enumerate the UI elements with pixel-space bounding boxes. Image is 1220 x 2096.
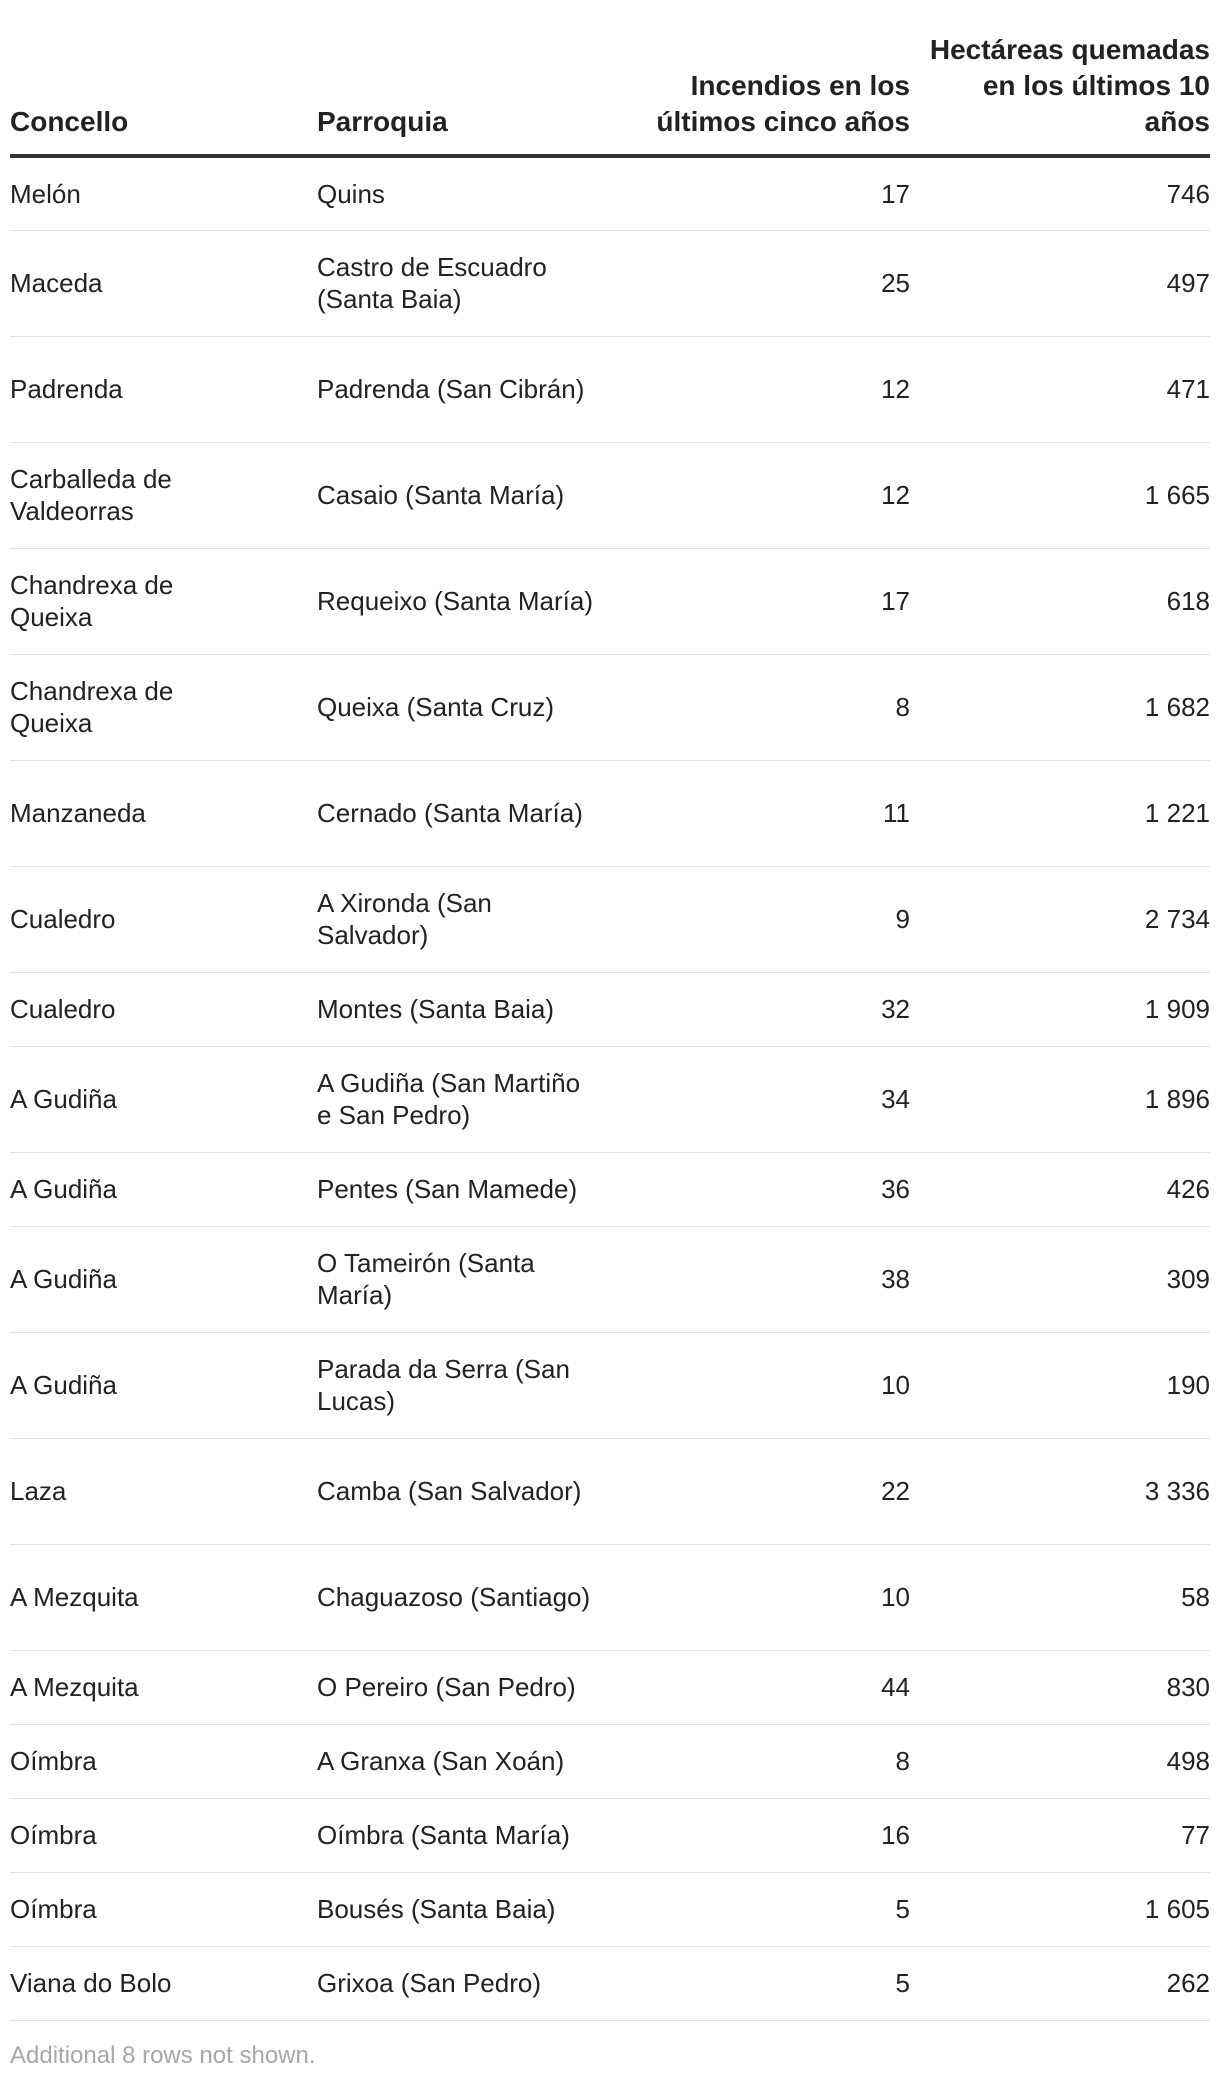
cell-incendios: 9 xyxy=(597,866,910,972)
table-row xyxy=(10,972,1210,1046)
table-row xyxy=(10,1438,1210,1544)
cell-parroquia: Requeixo (Santa María) xyxy=(317,548,597,654)
cell-hectareas: 498 xyxy=(910,1724,1210,1798)
table-row xyxy=(10,654,1210,760)
cell-parroquia: Cernado (Santa María) xyxy=(317,760,597,866)
table-row xyxy=(10,156,1210,230)
cell-incendios: 34 xyxy=(597,1046,910,1152)
table-footnote: Additional 8 rows not shown. xyxy=(10,2041,316,2069)
cell-concello: Manzaneda xyxy=(10,760,317,866)
cell-parroquia: Camba (San Salvador) xyxy=(317,1438,597,1544)
cell-concello: A Mezquita xyxy=(10,1544,317,1650)
cell-incendios: 32 xyxy=(597,972,910,1046)
header-concello: Concello xyxy=(10,0,317,156)
cell-hectareas: 497 xyxy=(910,230,1210,336)
cell-concello: Maceda xyxy=(10,230,317,336)
cell-concello: A Gudiña xyxy=(10,1046,317,1152)
header-parroquia: Parroquia xyxy=(317,0,597,156)
cell-parroquia: Chaguazoso (Santiago) xyxy=(317,1544,597,1650)
cell-parroquia: A Gudiña (San Martiño e San Pedro) xyxy=(317,1046,597,1152)
cell-concello: A Gudiña xyxy=(10,1152,317,1226)
cell-concello: Melón xyxy=(10,156,317,230)
cell-parroquia: Oímbra (Santa María) xyxy=(317,1798,597,1872)
cell-hectareas: 426 xyxy=(910,1152,1210,1226)
cell-hectareas: 746 xyxy=(910,156,1210,230)
cell-parroquia: Grixoa (San Pedro) xyxy=(317,1946,597,2020)
cell-concello: A Gudiña xyxy=(10,1226,317,1332)
cell-incendios: 22 xyxy=(597,1438,910,1544)
table-row xyxy=(10,760,1210,866)
cell-hectareas: 1 221 xyxy=(910,760,1210,866)
table-row xyxy=(10,1650,1210,1724)
table-row xyxy=(10,230,1210,336)
cell-incendios: 17 xyxy=(597,156,910,230)
cell-hectareas: 1 682 xyxy=(910,654,1210,760)
cell-hectareas: 618 xyxy=(910,548,1210,654)
cell-hectareas: 77 xyxy=(910,1798,1210,1872)
table-row xyxy=(10,1046,1210,1152)
table-header xyxy=(10,0,1210,156)
cell-concello: Chandrexa de Queixa xyxy=(10,548,317,654)
header-row xyxy=(10,0,1210,156)
cell-parroquia: Casaio (Santa María) xyxy=(317,442,597,548)
header-incendios: Incendios en los últimos cinco años xyxy=(597,0,910,156)
fires-table xyxy=(10,0,1210,2021)
cell-parroquia: Parada da Serra (San Lucas) xyxy=(317,1332,597,1438)
cell-hectareas: 471 xyxy=(910,336,1210,442)
table-row xyxy=(10,1544,1210,1650)
cell-hectareas: 190 xyxy=(910,1332,1210,1438)
cell-parroquia: Pentes (San Mamede) xyxy=(317,1152,597,1226)
cell-parroquia: O Pereiro (San Pedro) xyxy=(317,1650,597,1724)
cell-hectareas: 2 734 xyxy=(910,866,1210,972)
table-row xyxy=(10,1872,1210,1946)
cell-hectareas: 58 xyxy=(910,1544,1210,1650)
cell-parroquia: Queixa (Santa Cruz) xyxy=(317,654,597,760)
cell-hectareas: 830 xyxy=(910,1650,1210,1724)
table-row xyxy=(10,1724,1210,1798)
cell-concello: A Mezquita xyxy=(10,1650,317,1724)
cell-incendios: 12 xyxy=(597,336,910,442)
table-row xyxy=(10,1946,1210,2020)
cell-incendios: 38 xyxy=(597,1226,910,1332)
cell-parroquia: A Granxa (San Xoán) xyxy=(317,1724,597,1798)
cell-parroquia: O Tameirón (Santa María) xyxy=(317,1226,597,1332)
cell-concello: Cualedro xyxy=(10,866,317,972)
cell-incendios: 17 xyxy=(597,548,910,654)
cell-incendios: 5 xyxy=(597,1946,910,2020)
cell-concello: Padrenda xyxy=(10,336,317,442)
cell-concello: Oímbra xyxy=(10,1724,317,1798)
cell-concello: A Gudiña xyxy=(10,1332,317,1438)
table-body xyxy=(10,156,1210,2020)
cell-parroquia: Montes (Santa Baia) xyxy=(317,972,597,1046)
cell-hectareas: 1 909 xyxy=(910,972,1210,1046)
cell-incendios: 12 xyxy=(597,442,910,548)
cell-concello: Cualedro xyxy=(10,972,317,1046)
cell-parroquia: A Xironda (San Salvador) xyxy=(317,866,597,972)
cell-hectareas: 3 336 xyxy=(910,1438,1210,1544)
cell-concello: Viana do Bolo xyxy=(10,1946,317,2020)
cell-concello: Carballeda de Valdeorras xyxy=(10,442,317,548)
cell-incendios: 5 xyxy=(597,1872,910,1946)
cell-hectareas: 262 xyxy=(910,1946,1210,2020)
cell-hectareas: 1 896 xyxy=(910,1046,1210,1152)
table-row xyxy=(10,866,1210,972)
cell-incendios: 11 xyxy=(597,760,910,866)
cell-incendios: 36 xyxy=(597,1152,910,1226)
cell-concello: Chandrexa de Queixa xyxy=(10,654,317,760)
cell-parroquia: Castro de Escuadro (Santa Baia) xyxy=(317,230,597,336)
cell-parroquia: Quins xyxy=(317,156,597,230)
cell-concello: Laza xyxy=(10,1438,317,1544)
cell-hectareas: 1 605 xyxy=(910,1872,1210,1946)
cell-incendios: 44 xyxy=(597,1650,910,1724)
table-row xyxy=(10,1226,1210,1332)
cell-incendios: 16 xyxy=(597,1798,910,1872)
table-row xyxy=(10,1332,1210,1438)
cell-incendios: 25 xyxy=(597,230,910,336)
table-row xyxy=(10,442,1210,548)
table-row xyxy=(10,1152,1210,1226)
cell-hectareas: 309 xyxy=(910,1226,1210,1332)
table-row xyxy=(10,1798,1210,1872)
table-row xyxy=(10,548,1210,654)
cell-incendios: 8 xyxy=(597,654,910,760)
cell-concello: Oímbra xyxy=(10,1798,317,1872)
cell-hectareas: 1 665 xyxy=(910,442,1210,548)
cell-incendios: 10 xyxy=(597,1544,910,1650)
table-row xyxy=(10,336,1210,442)
header-hectareas: Hectáreas quemadas en los últimos 10 años xyxy=(910,0,1210,156)
cell-incendios: 8 xyxy=(597,1724,910,1798)
cell-incendios: 10 xyxy=(597,1332,910,1438)
cell-concello: Oímbra xyxy=(10,1872,317,1946)
cell-parroquia: Padrenda (San Cibrán) xyxy=(317,336,597,442)
cell-parroquia: Bousés (Santa Baia) xyxy=(317,1872,597,1946)
